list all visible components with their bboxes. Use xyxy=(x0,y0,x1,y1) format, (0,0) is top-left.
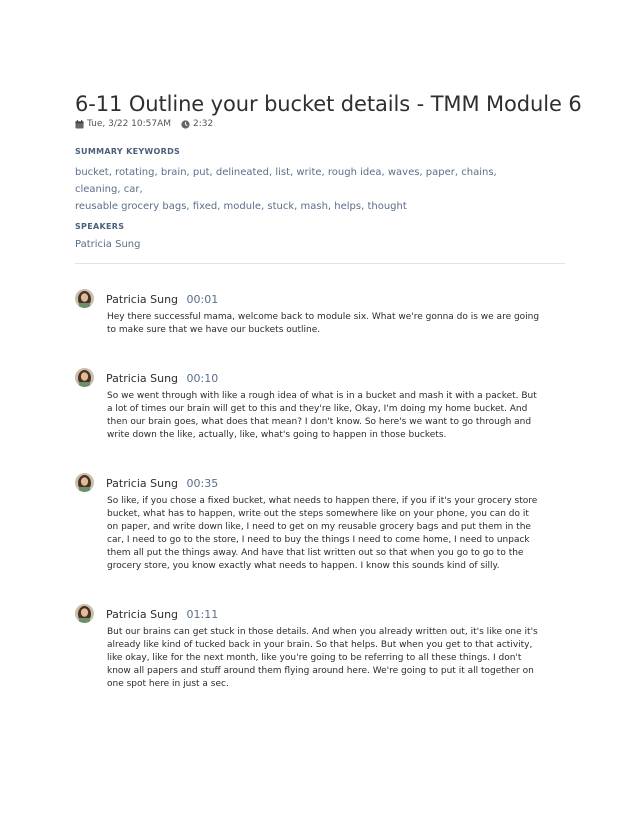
meta-date: Tue, 3/22 10:57AM xyxy=(87,119,172,129)
text-line: then our brain goes, what does that mean? I don't know. So here's we want to go through and xyxy=(107,417,532,427)
entry-text xyxy=(107,390,565,442)
text-line: bucket, what has to happen, write out the steps somewhere like on your phone, you can do it xyxy=(107,509,529,519)
avatar xyxy=(75,604,94,623)
text-line: Hey there successful mama, welcome back to module six. What we're gonna do is we are going xyxy=(107,312,540,322)
page-title: 6-11 Outline your bucket details - TMM Module 6 xyxy=(75,92,582,116)
text-line: like okay, like for the next month, like you're going to be referring to all these things. I don't xyxy=(107,653,522,663)
summary-keywords-label: SUMMARY KEYWORDS xyxy=(75,147,181,156)
speaker-name: Patricia Sung xyxy=(106,372,179,385)
entry-header xyxy=(106,372,218,385)
meta-row xyxy=(75,119,213,129)
speaker-name: Patricia Sung xyxy=(106,293,179,306)
text-line: them all put the things away. And have that list written out so that when you go to go to the xyxy=(107,548,524,558)
keywords-line-1: bucket, rotating, brain, put, delineated, list, write, rough idea, waves, paper, chains, cleaning, car, xyxy=(75,167,497,195)
entry-header xyxy=(106,477,218,490)
text-line: car, I need to go to the store, I need to buy the things I need to come home, I need to unpack xyxy=(107,535,530,545)
summary-keywords xyxy=(75,164,545,215)
text-line: a lot of times our brain will get to this and they're like, Okay, I'm doing my home bucket. And xyxy=(107,404,528,414)
text-line: So like, if you chose a fixed bucket, what needs to happen there, if you if it's your grocery store xyxy=(107,496,538,506)
entry-text xyxy=(107,495,565,573)
entry-header xyxy=(106,293,218,306)
text-line: already like kind of tucked back in your brain. So that helps. But when you get to that activity, xyxy=(107,640,533,650)
text-line: one spot here in just a sec. xyxy=(107,679,229,689)
text-line: So we went through with like a rough idea of what is in a bucket and mash it with a packet. But xyxy=(107,391,537,401)
keywords-line-2: reusable grocery bags, fixed, module, stuck, mash, helps, thought xyxy=(75,201,407,212)
avatar xyxy=(75,289,94,308)
entry-text xyxy=(107,626,565,691)
timestamp[interactable]: 00:10 xyxy=(186,372,219,385)
text-line: know all papers and stuff around them flying around here. We're going to put it all together on xyxy=(107,666,534,676)
speakers-label: SPEAKERS xyxy=(75,222,125,231)
section-divider xyxy=(75,263,565,264)
timestamp[interactable]: 00:35 xyxy=(186,477,219,490)
speaker-name: Patricia Sung xyxy=(106,477,179,490)
timestamp[interactable]: 00:01 xyxy=(186,293,219,306)
text-line: write down the like, actually, like, what's going to happen in those buckets. xyxy=(107,430,447,440)
text-line: grocery store, you know exactly what needs to happen. I know this sounds kind of silly. xyxy=(107,561,500,571)
entry-header xyxy=(106,608,218,621)
calendar-icon xyxy=(75,120,84,129)
text-line: But our brains can get stuck in those details. And when you already written out, it's like one it's xyxy=(107,627,538,637)
avatar xyxy=(75,473,94,492)
speaker-list: Patricia Sung xyxy=(75,239,141,250)
timestamp[interactable]: 01:11 xyxy=(186,608,219,621)
text-line: on paper, and write down like, I need to get on my reusable grocery bags and put them in the xyxy=(107,522,531,532)
text-line: to make sure that we have our buckets outline. xyxy=(107,325,321,335)
entry-text xyxy=(107,311,565,337)
avatar xyxy=(75,368,94,387)
clock-icon xyxy=(181,120,190,129)
meta-duration: 2:32 xyxy=(193,119,214,129)
speaker-name: Patricia Sung xyxy=(106,608,179,621)
